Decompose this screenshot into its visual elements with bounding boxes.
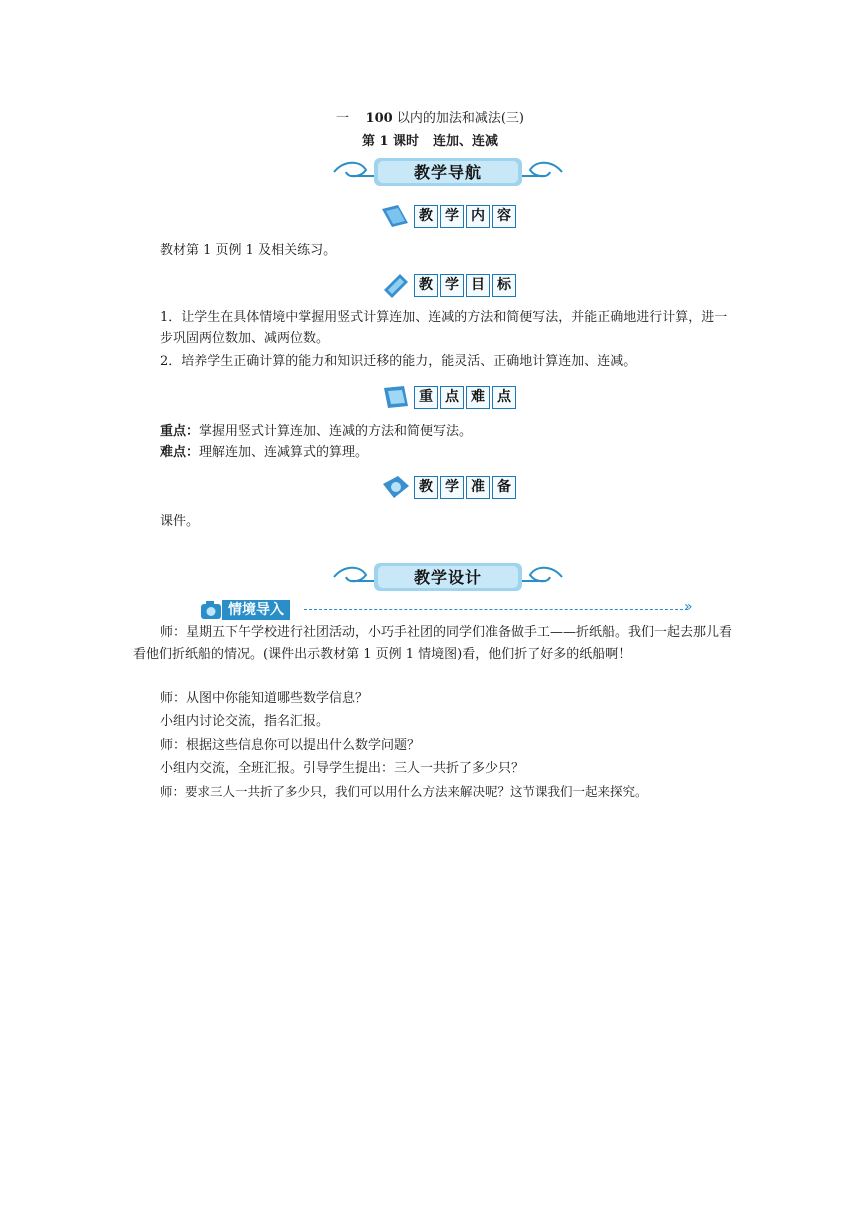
section-char: 目	[466, 274, 490, 297]
chapter-title-number: 100	[365, 111, 393, 126]
section-char: 重	[414, 386, 438, 409]
design-paragraph-2: 师：从图中你能知道哪些数学信息？	[160, 691, 369, 706]
section-char: 备	[492, 476, 516, 499]
difficult-point	[160, 442, 740, 463]
chapter-number: 一	[336, 111, 350, 126]
content-text: 教材第 1 页例 1 及相关练习。	[160, 243, 337, 258]
goal-item-2: 2．培养学生正确计算的能力和知识迁移的能力，能灵活、正确地计算连加、连减。	[160, 354, 637, 369]
difficult-point-text: 理解连加、连减算式的算理。	[199, 445, 369, 460]
key-point-text: 掌握用竖式计算连加、连减的方法和简便写法。	[199, 424, 473, 439]
design-paragraph-6: 师：要求三人一共折了多少只，我们可以用什么方法来解决呢？这节课我们一起来探究。	[160, 784, 648, 799]
book-icon	[380, 203, 412, 229]
difficult-point-label: 难点：	[160, 445, 200, 460]
section-char: 学	[440, 274, 464, 297]
pencil-icon	[380, 272, 412, 298]
gift-icon	[380, 474, 412, 500]
section-char: 内	[466, 205, 490, 228]
design-paragraph-1: 师：星期五下午学校进行社团活动，小巧手社团的同学们准备做手工——折纸船。我们一起去那儿看看他们折纸船的情况。(课件出示教材第 1 页例 1 情境图)看，他们折了好多的纸船啊！	[133, 625, 733, 662]
dashed-divider	[304, 609, 688, 610]
situation-intro-label: 情境导入	[222, 600, 290, 620]
section-char: 学	[440, 205, 464, 228]
lesson-number: 第 1 课时	[361, 134, 420, 149]
camera-icon	[200, 599, 222, 621]
section-char: 标	[492, 274, 516, 297]
section-char: 容	[492, 205, 516, 228]
flag-icon	[380, 384, 412, 410]
lesson-title	[0, 130, 860, 149]
section-char: 学	[440, 476, 464, 499]
goal-item-1-text: 1．让学生在具体情境中掌握用竖式计算连加、连减的方法和简便写法，并能正确地进行计算，进一步巩固两位数加、减两位数。	[160, 310, 728, 346]
section-char: 点	[492, 386, 516, 409]
design-paragraph-5: 小组内交流，全班汇报。引导学生提出：三人一共折了多少只？	[160, 761, 525, 776]
teaching-nav-title: 教学导航	[413, 163, 482, 182]
section-char: 教	[414, 205, 438, 228]
key-point	[160, 421, 740, 442]
section-char: 点	[440, 386, 464, 409]
lesson-name: 连加、连减	[433, 134, 499, 149]
design-paragraph-3: 小组内讨论交流，指名汇报。	[160, 714, 330, 729]
teaching-nav-banner	[330, 156, 566, 188]
prep-text: 课件。	[160, 514, 200, 529]
section-char: 教	[414, 274, 438, 297]
section-char: 准	[466, 476, 490, 499]
teaching-design-banner	[330, 561, 566, 593]
key-point-label: 重点：	[160, 424, 200, 439]
goal-item-1	[160, 307, 740, 349]
section-char: 教	[414, 476, 438, 499]
double-chevron-right-icon: »	[684, 599, 693, 615]
chapter-title	[0, 107, 860, 126]
section-char: 难	[466, 386, 490, 409]
teaching-design-title: 教学设计	[413, 568, 482, 587]
design-paragraph-4: 师：根据这些信息你可以提出什么数学问题？	[160, 738, 421, 753]
chapter-title-text: 以内的加法和减法(三)	[396, 111, 524, 126]
